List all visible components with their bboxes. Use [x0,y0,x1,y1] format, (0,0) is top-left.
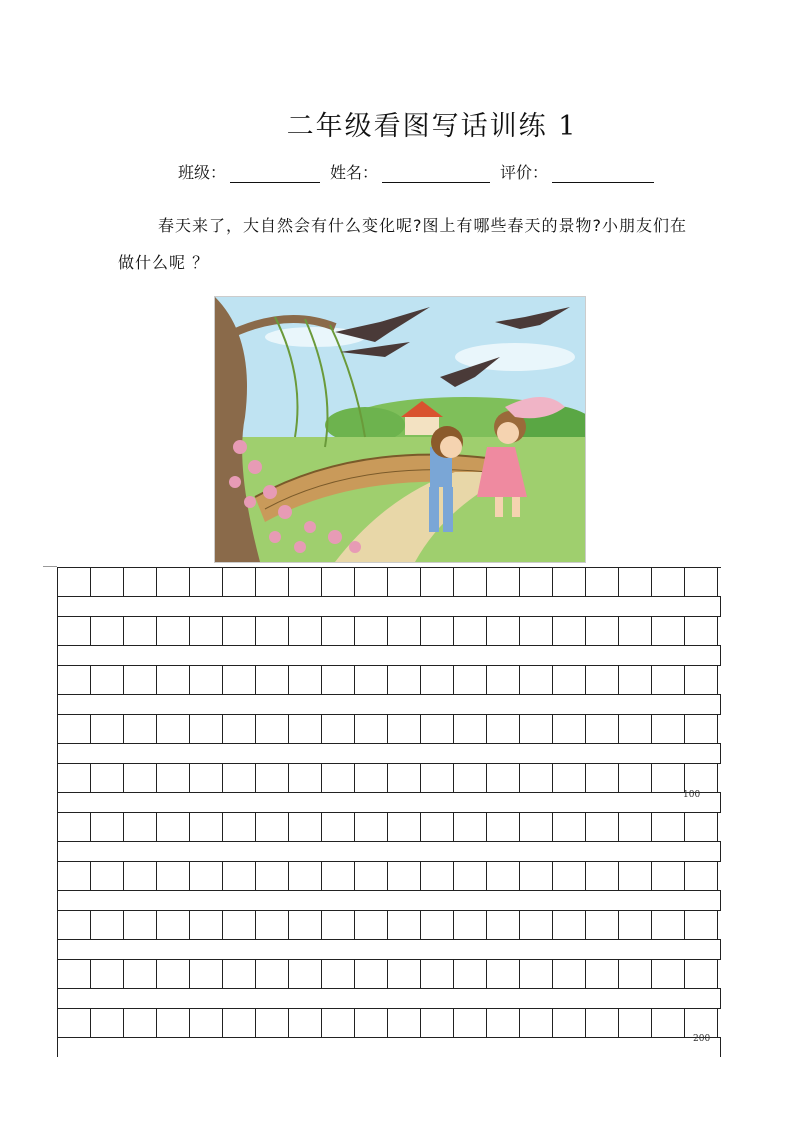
grid-cell[interactable] [553,960,586,988]
grid-row[interactable] [57,812,721,842]
grid-cell[interactable] [388,862,421,890]
grid-cell[interactable] [685,666,718,694]
grid-cell[interactable] [289,911,322,939]
grid-cell[interactable] [157,617,190,645]
grid-cell[interactable] [553,911,586,939]
grid-cell[interactable] [256,666,289,694]
grid-cell[interactable] [91,666,124,694]
grid-cell[interactable] [388,911,421,939]
grid-cell[interactable] [157,764,190,792]
grid-cell[interactable] [487,764,520,792]
grid-cell[interactable] [652,617,685,645]
grid-cell[interactable] [487,568,520,596]
grid-cell[interactable] [619,715,652,743]
grid-cell[interactable] [124,813,157,841]
grid-cell[interactable] [586,568,619,596]
grid-cell[interactable] [520,960,553,988]
grid-cell[interactable] [223,1009,256,1037]
grid-cell[interactable] [190,862,223,890]
grid-spacer-row [57,744,721,763]
grid-cell[interactable] [520,617,553,645]
grid-cell[interactable] [652,960,685,988]
grid-cell[interactable] [520,813,553,841]
grid-cell[interactable] [223,617,256,645]
grid-cell[interactable] [58,911,91,939]
grid-cell[interactable] [421,764,454,792]
grid-cell[interactable] [157,862,190,890]
count-mark-100: 100 [683,790,701,800]
grid-cell[interactable] [58,862,91,890]
grid-cell[interactable] [256,764,289,792]
writing-prompt: 春天来了，大自然会有什么变化呢?图上有哪些春天的景物?小朋友们在做什么呢 ？ [118,216,687,272]
grid-cell[interactable] [124,862,157,890]
grid-cell[interactable] [520,911,553,939]
grid-cell[interactable] [586,764,619,792]
grid-row[interactable] [57,861,721,891]
grid-cell[interactable] [223,764,256,792]
grid-cell[interactable] [553,568,586,596]
grid-cell[interactable] [124,1009,157,1037]
grid-cell[interactable] [322,862,355,890]
grid-cell[interactable] [520,764,553,792]
grid-cell[interactable] [454,617,487,645]
grid-cell[interactable] [388,764,421,792]
grid-cell[interactable] [487,862,520,890]
grid-spacer-row [57,842,721,861]
grid-cell[interactable] [685,1009,718,1037]
grid-cell[interactable] [520,862,553,890]
grid-cell[interactable] [355,666,388,694]
grid-cell[interactable] [322,960,355,988]
grid-cell[interactable] [454,764,487,792]
grid-cell[interactable] [487,666,520,694]
grid-cell[interactable] [388,813,421,841]
grid-cell[interactable] [520,1009,553,1037]
grid-cell[interactable] [487,911,520,939]
grid-cell[interactable] [289,1009,322,1037]
grid-cell[interactable] [157,911,190,939]
grid-cell[interactable] [289,764,322,792]
grid-cell[interactable] [58,813,91,841]
grid-cell[interactable] [421,862,454,890]
grid-cell[interactable] [619,960,652,988]
grid-cell[interactable] [586,617,619,645]
grid-cell[interactable] [190,764,223,792]
grid-spacer-row [57,597,721,616]
grid-cell[interactable] [586,911,619,939]
grid-cell[interactable] [256,1009,289,1037]
grid-cell[interactable] [553,862,586,890]
grid-cell[interactable] [355,1009,388,1037]
grid-cell[interactable] [256,862,289,890]
grid-spacer-row [57,891,721,910]
grid-cell[interactable] [454,666,487,694]
grid-cell[interactable] [58,1009,91,1037]
grid-cell[interactable] [91,813,124,841]
grid-row[interactable] [57,910,721,940]
class-field[interactable] [178,160,320,183]
grid-cell[interactable] [487,617,520,645]
grid-cell[interactable] [157,568,190,596]
grid-cell[interactable] [190,960,223,988]
grid-cell[interactable] [124,764,157,792]
class-blank[interactable] [230,164,320,183]
grid-cell[interactable] [652,764,685,792]
grid-cell[interactable] [652,862,685,890]
grid-cell[interactable] [190,813,223,841]
grid-cell[interactable] [124,715,157,743]
student-info-row [178,160,664,183]
grid-cell[interactable] [487,813,520,841]
grid-cell[interactable] [619,568,652,596]
page-title: 二年级看图写话训练 1 [286,111,578,142]
grid-row[interactable] [57,763,721,793]
grid-cell[interactable] [322,1009,355,1037]
grid-row[interactable] [57,1008,721,1038]
grid-cell[interactable] [586,813,619,841]
grid-cell[interactable] [586,715,619,743]
grid-cell[interactable] [190,1009,223,1037]
grid-cell[interactable] [322,764,355,792]
grade-label: 评价： [500,163,549,182]
grid-cell[interactable] [322,617,355,645]
grid-cell[interactable] [289,813,322,841]
grid-cell[interactable] [289,568,322,596]
grid-cell[interactable] [619,1009,652,1037]
grid-cell[interactable] [553,715,586,743]
grid-row[interactable] [57,959,721,989]
grid-cell[interactable] [58,568,91,596]
grid-cell[interactable] [619,617,652,645]
grid-cell[interactable] [454,960,487,988]
grid-cell[interactable] [487,715,520,743]
grid-cell[interactable] [388,960,421,988]
class-label: 班级： [178,163,227,182]
grid-cell[interactable] [355,960,388,988]
grid-cell[interactable] [652,715,685,743]
grid-cell[interactable] [157,813,190,841]
grid-cell[interactable] [553,666,586,694]
grid-cell[interactable] [586,1009,619,1037]
grid-cell[interactable] [190,911,223,939]
grid-cell[interactable] [355,911,388,939]
grid-cell[interactable] [157,666,190,694]
grid-cell[interactable] [256,960,289,988]
grid-cell[interactable] [223,715,256,743]
grid-spacer-row [57,695,721,714]
grid-cell[interactable] [157,1009,190,1037]
grid-cell[interactable] [91,911,124,939]
grid-cell[interactable] [256,813,289,841]
grid-cell[interactable] [157,960,190,988]
grid-cell[interactable] [685,862,718,890]
grid-cell[interactable] [652,1009,685,1037]
grid-cell[interactable] [355,568,388,596]
grid-cell[interactable] [223,862,256,890]
writing-grid[interactable] [57,567,721,1057]
name-blank[interactable] [382,164,490,183]
grid-row[interactable] [57,714,721,744]
grid-cell[interactable] [619,813,652,841]
grid-cell[interactable] [91,568,124,596]
name-field[interactable] [330,160,490,183]
grid-row[interactable] [57,616,721,646]
grid-cell[interactable] [157,715,190,743]
count-mark-200: 200 [693,1034,711,1044]
grid-cell[interactable] [355,813,388,841]
grid-cell[interactable] [124,911,157,939]
grid-cell[interactable] [355,617,388,645]
grid-cell[interactable] [421,666,454,694]
grid-cell[interactable] [619,666,652,694]
grid-cell[interactable] [421,1009,454,1037]
grid-cell[interactable] [454,862,487,890]
grid-cell[interactable] [388,1009,421,1037]
grid-cell[interactable] [553,617,586,645]
grid-cell[interactable] [421,960,454,988]
grid-cell[interactable] [355,715,388,743]
grid-cell[interactable] [619,764,652,792]
grid-cell[interactable] [190,568,223,596]
grid-cell[interactable] [553,813,586,841]
grid-cell[interactable] [256,568,289,596]
grid-cell[interactable] [91,764,124,792]
spring-scene-illustration [214,296,586,563]
grid-cell[interactable] [91,715,124,743]
grid-cell[interactable] [421,617,454,645]
grid-cell[interactable] [586,666,619,694]
grid-corner-tick [43,566,57,567]
grade-blank[interactable] [552,164,654,183]
grid-cell[interactable] [322,666,355,694]
grid-cell[interactable] [586,862,619,890]
grade-field[interactable] [500,160,654,183]
grid-cell[interactable] [58,960,91,988]
grid-spacer-row [57,793,721,812]
grid-row[interactable] [57,665,721,695]
grid-cell[interactable] [619,862,652,890]
grid-cell[interactable] [124,617,157,645]
grid-cell[interactable] [454,1009,487,1037]
grid-cell[interactable] [322,911,355,939]
grid-cell[interactable] [652,813,685,841]
grid-cell[interactable] [289,960,322,988]
grid-cell[interactable] [619,911,652,939]
grid-cell[interactable] [388,715,421,743]
spring-scene-icon [215,297,585,562]
grid-cell[interactable] [223,911,256,939]
grid-cell[interactable] [421,813,454,841]
grid-cell[interactable] [256,715,289,743]
grid-cell[interactable] [289,617,322,645]
grid-cell[interactable] [124,568,157,596]
grid-cell[interactable] [91,862,124,890]
grid-cell[interactable] [58,666,91,694]
grid-cell[interactable] [289,862,322,890]
grid-spacer-row [57,940,721,959]
grid-cell[interactable] [322,715,355,743]
grid-cell[interactable] [91,960,124,988]
grid-cell[interactable] [124,960,157,988]
grid-cell[interactable] [58,764,91,792]
grid-cell[interactable] [223,666,256,694]
grid-cell[interactable] [652,666,685,694]
grid-cell[interactable] [91,617,124,645]
grid-cell[interactable] [58,715,91,743]
grid-cell[interactable] [190,715,223,743]
grid-cell[interactable] [223,960,256,988]
grid-cell[interactable] [256,911,289,939]
grid-cell[interactable] [520,666,553,694]
grid-cell[interactable] [685,617,718,645]
grid-cell[interactable] [520,715,553,743]
name-label: 姓名： [330,163,379,182]
grid-cell[interactable] [322,568,355,596]
grid-cell[interactable] [454,568,487,596]
grid-cell[interactable] [685,764,718,792]
grid-cell[interactable] [685,813,718,841]
grid-spacer-row [57,1038,721,1057]
grid-cell[interactable] [91,1009,124,1037]
grid-cell[interactable] [652,911,685,939]
grid-cell[interactable] [553,1009,586,1037]
grid-cell[interactable] [586,960,619,988]
grid-cell[interactable] [685,715,718,743]
grid-cell[interactable] [388,568,421,596]
grid-cell[interactable] [388,617,421,645]
grid-cell[interactable] [652,568,685,596]
grid-cell[interactable] [289,715,322,743]
grid-cell[interactable] [355,764,388,792]
grid-cell[interactable] [553,764,586,792]
grid-cell[interactable] [487,1009,520,1037]
grid-cell[interactable] [685,568,718,596]
grid-cell[interactable] [190,666,223,694]
grid-cell[interactable] [58,617,91,645]
grid-cell[interactable] [685,911,718,939]
grid-row[interactable] [57,567,721,597]
grid-cell[interactable] [454,813,487,841]
grid-cell[interactable] [190,617,223,645]
grid-cell[interactable] [421,715,454,743]
grid-cell[interactable] [421,568,454,596]
grid-cell[interactable] [223,813,256,841]
grid-cell[interactable] [454,911,487,939]
grid-cell[interactable] [454,715,487,743]
grid-cell[interactable] [223,568,256,596]
grid-spacer-row [57,646,721,665]
grid-cell[interactable] [520,568,553,596]
grid-cell[interactable] [322,813,355,841]
grid-cell[interactable] [289,666,322,694]
grid-cell[interactable] [388,666,421,694]
grid-spacer-row [57,989,721,1008]
grid-cell[interactable] [685,960,718,988]
grid-cell[interactable] [256,617,289,645]
grid-cell[interactable] [421,911,454,939]
grid-cell[interactable] [124,666,157,694]
grid-cell[interactable] [355,862,388,890]
grid-cell[interactable] [487,960,520,988]
